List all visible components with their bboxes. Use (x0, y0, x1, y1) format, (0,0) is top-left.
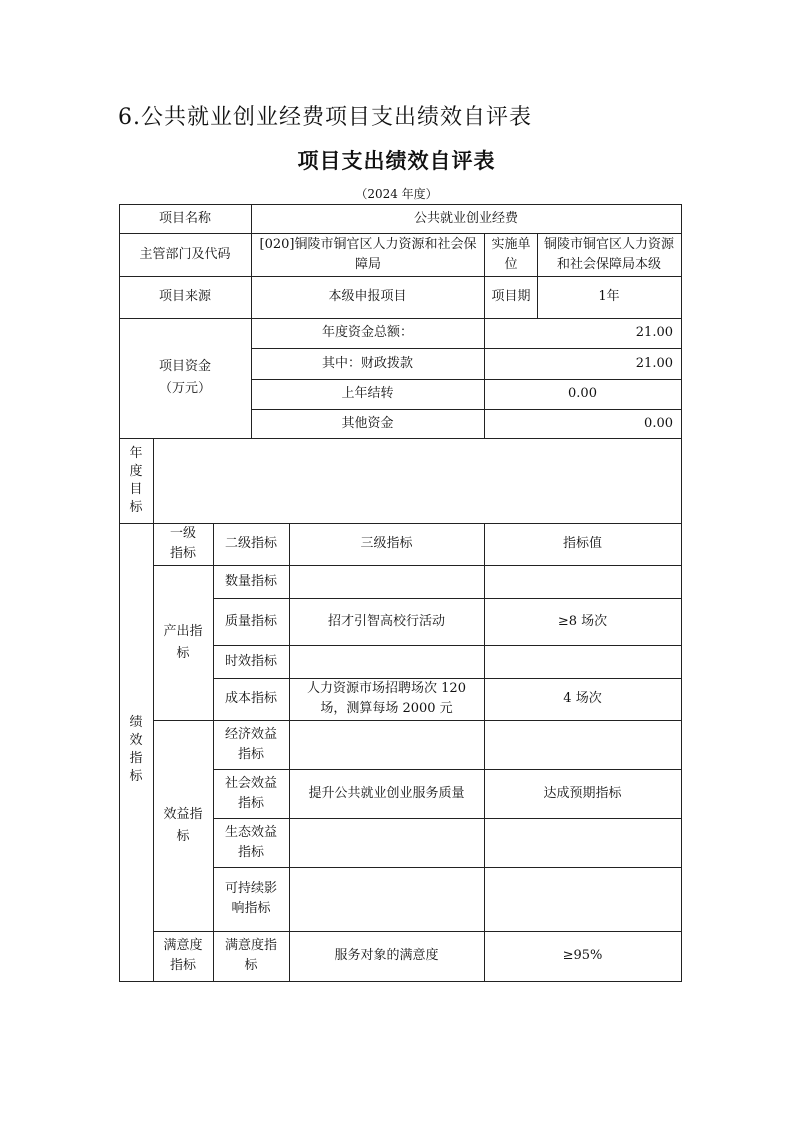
row-value: ≥8 场次 (557, 613, 608, 629)
row-level2: 生态效益指标 (224, 824, 277, 860)
row-level3 (289, 565, 484, 598)
funds-carry-label: 上年结转 (341, 386, 394, 401)
funds-carry-value: 0.00 (568, 386, 597, 401)
header-level3: 三级指标 (360, 536, 413, 551)
row-level3 (289, 818, 484, 867)
row-level2: 可持续影响指标 (224, 881, 277, 916)
annual-goal-value (153, 438, 681, 523)
source-value: 本级申报项目 (328, 289, 407, 304)
source-label: 项目来源 (158, 289, 211, 304)
annual-goal-label: 年度目标 (129, 446, 143, 515)
funds-total-label: 年度资金总额： (321, 325, 413, 340)
project-name-value: 公共就业创业经费 (413, 210, 518, 226)
row-level3 (289, 645, 484, 678)
benefit-indicator-label: 效益指标 (163, 806, 203, 844)
row-level3: 人力资源市场招聘场次 120 场，测算每场 2000 元 (307, 681, 466, 716)
funds-total-value: 21.00 (635, 325, 673, 340)
impl-unit-label: 实施单位 (491, 236, 531, 272)
row-value (484, 565, 681, 598)
funds-other-value: 0.00 (644, 415, 673, 431)
row-level2: 质量指标 (224, 613, 277, 629)
row-value (484, 818, 681, 867)
form-year: （2024 年度） (355, 187, 438, 201)
impl-unit-value: 铜陵市铜官区人力资源和社会保障局本级 (543, 236, 674, 272)
funds-label: 项目资金（万元） (158, 359, 211, 396)
row-level3: 服务对象的满意度 (334, 948, 439, 963)
row-level2: 数量指标 (224, 573, 277, 589)
header-level1: 一级指标 (169, 526, 196, 561)
row-level2: 成本指标 (224, 691, 277, 706)
row-level2: 经济效益指标 (224, 726, 277, 762)
funds-fiscal-label: 其中：财政拨款 (321, 355, 413, 371)
row-value (484, 867, 681, 931)
project-name-label: 项目名称 (158, 210, 211, 226)
satisfaction-indicator-label: 满意度指标 (163, 938, 203, 973)
row-value (484, 645, 681, 678)
period-value: 1年 (598, 289, 620, 304)
period-label: 项目期 (491, 289, 531, 304)
dept-value: [020]铜陵市铜官区人力资源和社会保障局 (259, 236, 477, 272)
row-level3: 提升公共就业创业服务质量 (308, 785, 465, 801)
dept-label: 主管部门及代码 (139, 246, 231, 262)
row-level2: 社会效益指标 (224, 775, 277, 811)
performance-label: 绩效指标 (129, 715, 143, 784)
form-title: 项目支出绩效自评表 (297, 148, 496, 173)
row-level3 (289, 867, 484, 931)
section-heading: 6.公共就业创业经费项目支出绩效自评表 (118, 105, 532, 130)
row-level3: 招才引智高校行活动 (327, 613, 445, 629)
row-value: 4 场次 (563, 691, 602, 706)
row-level2: 满意度指标 (224, 938, 277, 973)
output-indicator-label: 产出指标 (163, 623, 203, 661)
header-value: 指标值 (562, 536, 602, 551)
funds-fiscal-value: 21.00 (635, 355, 673, 371)
funds-other-label: 其他资金 (341, 415, 394, 431)
row-level2: 时效指标 (224, 653, 277, 669)
row-value: 达成预期指标 (543, 785, 622, 801)
header-level2: 二级指标 (224, 536, 277, 551)
row-value (484, 720, 681, 769)
row-value: ≥95% (562, 948, 603, 963)
row-level3 (289, 720, 484, 769)
